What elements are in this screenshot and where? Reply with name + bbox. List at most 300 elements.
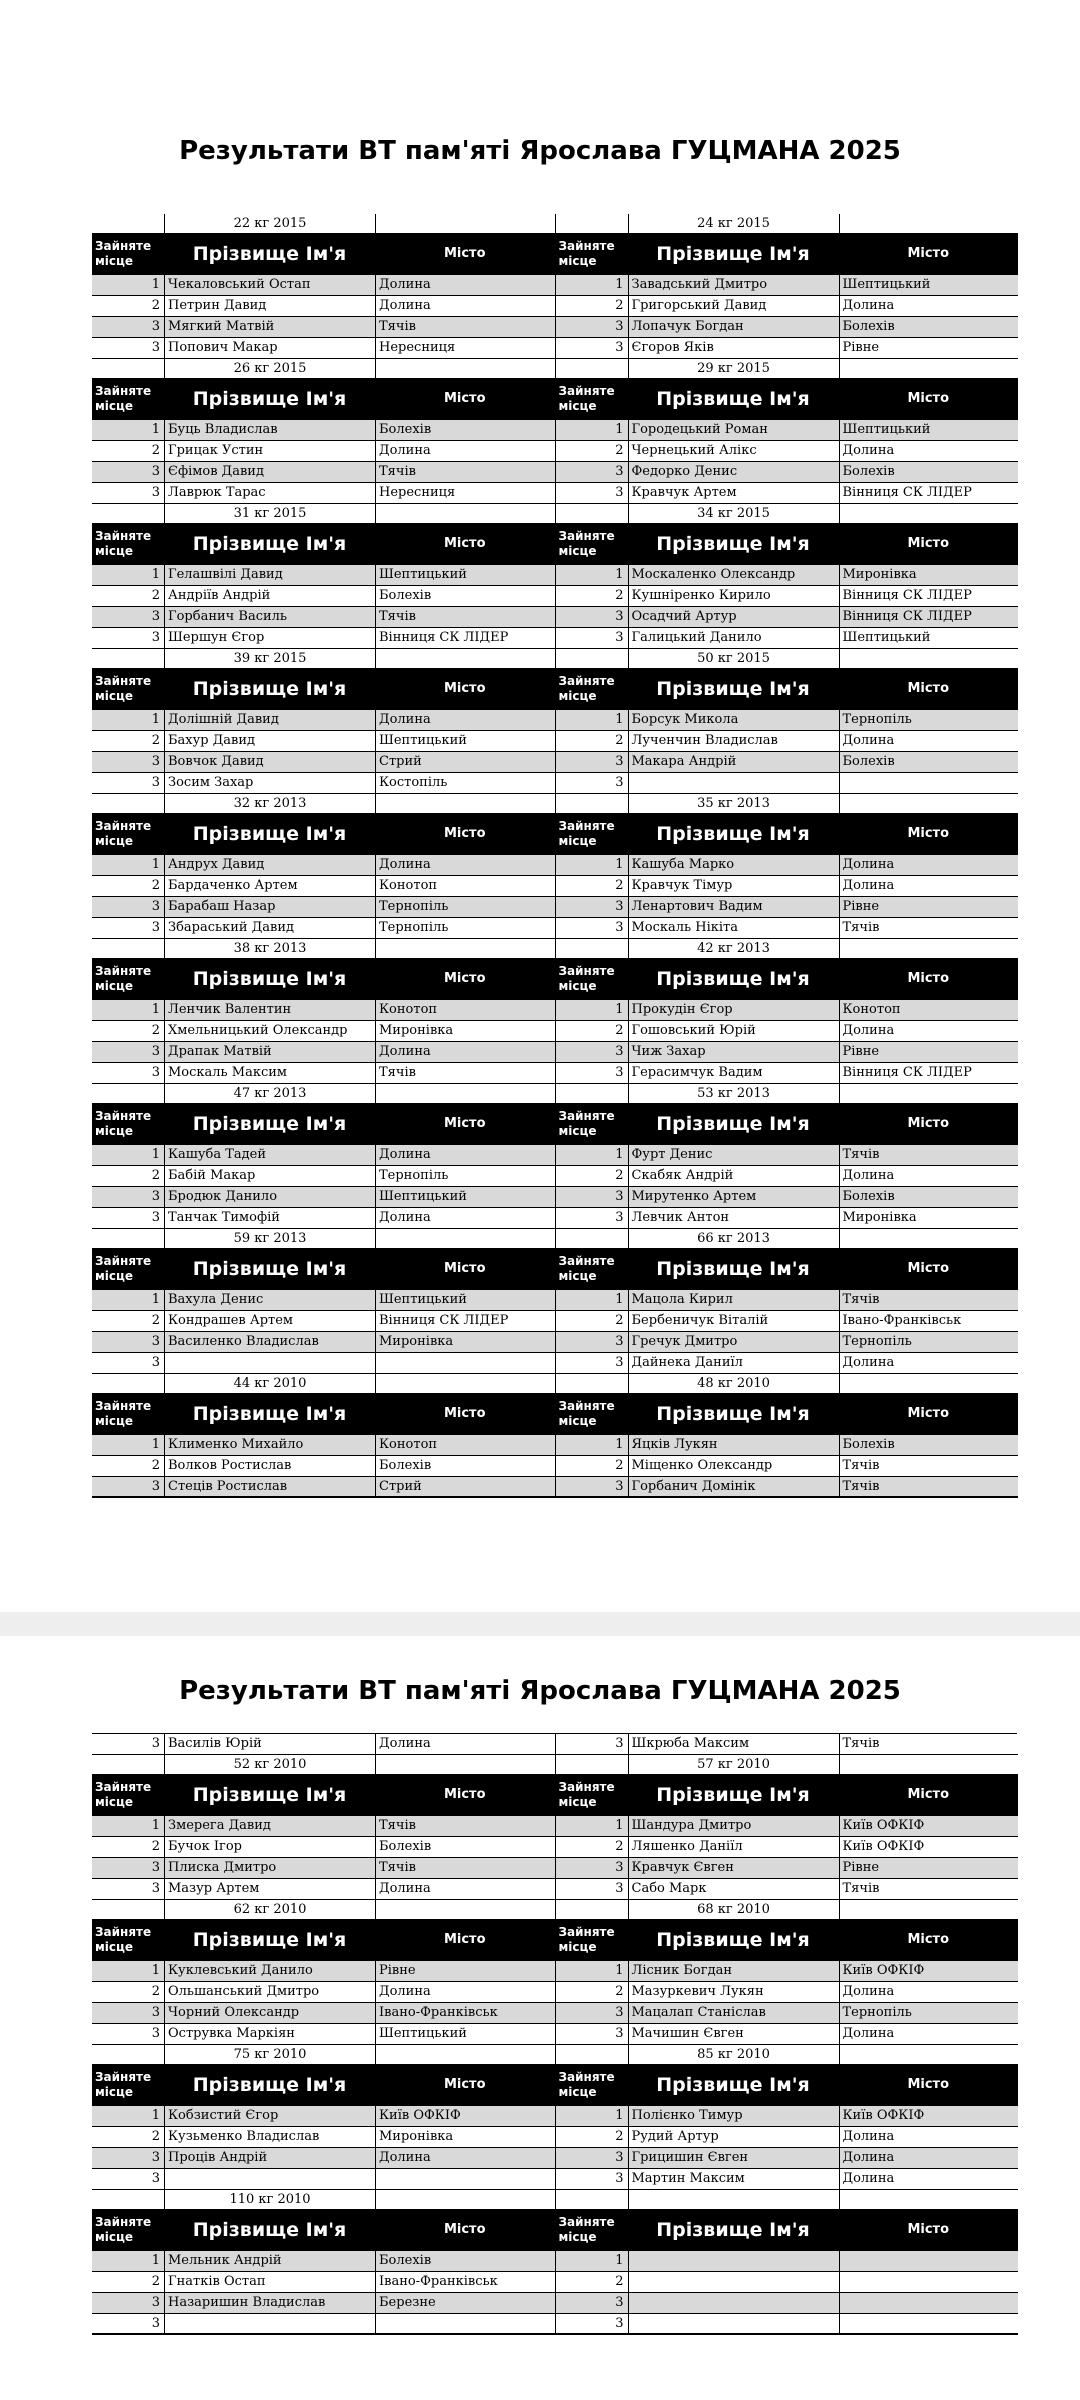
place-cell: 1 xyxy=(92,1290,164,1311)
category-row xyxy=(92,1229,1017,1248)
name-cell: Вовчок Давид xyxy=(164,752,375,773)
result-left xyxy=(92,1021,556,1042)
city-cell: Тернопіль xyxy=(839,710,1019,731)
place-cell: 2 xyxy=(92,1021,164,1042)
header-city: Місто xyxy=(443,1787,486,1802)
header-city: Місто xyxy=(443,2222,486,2237)
name-cell: Дайнека Даниїл xyxy=(628,1353,839,1374)
city-cell: Тернопіль xyxy=(375,918,555,939)
name-cell: Лісник Богдан xyxy=(628,1961,839,1982)
place-cell: 3 xyxy=(556,773,628,794)
place-cell: 3 xyxy=(92,918,164,939)
city-cell: Тернопіль xyxy=(375,897,555,918)
table-row xyxy=(92,1733,1017,1755)
name-cell: Мартин Максим xyxy=(628,2169,839,2190)
result-right xyxy=(556,628,1019,649)
place-cell: 3 xyxy=(92,2293,164,2314)
city-cell: Долина xyxy=(839,441,1019,462)
place-cell: 3 xyxy=(556,338,628,359)
city-cell: Тернопіль xyxy=(839,1332,1019,1353)
category-label: 66 кг 2013 xyxy=(628,1229,839,1248)
result-left xyxy=(92,773,556,794)
place-cell: 2 xyxy=(92,1456,164,1477)
header-place: Зайняте місце xyxy=(95,964,152,993)
result-left xyxy=(92,2127,556,2148)
name-cell: Мацола Кирил xyxy=(628,1290,839,1311)
table-row xyxy=(92,1858,1017,1879)
name-cell: Острувка Маркіян xyxy=(164,2024,375,2045)
place-cell: 3 xyxy=(92,773,164,794)
category-left xyxy=(92,2190,556,2209)
table-row xyxy=(92,1311,1017,1332)
place-cell: 1 xyxy=(92,565,164,586)
column-header-left xyxy=(92,1774,556,1816)
name-cell: Драпак Матвій xyxy=(164,1042,375,1063)
table-row xyxy=(92,1961,1017,1982)
table-row xyxy=(92,586,1017,607)
category-label: 50 кг 2015 xyxy=(628,649,839,668)
city-cell: Київ ОФКІФ xyxy=(839,1816,1019,1837)
table-row xyxy=(92,2169,1017,2190)
header-city: Місто xyxy=(907,1116,950,1131)
table-row xyxy=(92,1837,1017,1858)
result-left xyxy=(92,317,556,338)
name-cell: Завадський Дмитро xyxy=(628,275,839,296)
header-name: Прізвище Ім'я xyxy=(656,1784,810,1806)
name-cell: Грицишин Євген xyxy=(628,2148,839,2169)
place-cell: 2 xyxy=(556,2272,628,2293)
category-label: 68 кг 2010 xyxy=(628,1900,839,1919)
header-city: Місто xyxy=(907,391,950,406)
place-cell: 3 xyxy=(556,1353,628,1374)
table-row xyxy=(92,731,1017,752)
name-cell: Єгоров Яків xyxy=(628,338,839,359)
name-cell: Збараський Давид xyxy=(164,918,375,939)
category-right xyxy=(556,939,1019,958)
city-cell: Болехів xyxy=(839,1435,1019,1456)
result-left xyxy=(92,2251,556,2272)
city-cell: Конотоп xyxy=(839,1000,1019,1021)
city-cell: Долина xyxy=(375,441,555,462)
header-name: Прізвище Ім'я xyxy=(656,388,810,410)
city-cell: Рівне xyxy=(839,1042,1019,1063)
category-blank xyxy=(92,939,164,958)
header-name: Прізвище Ім'я xyxy=(656,1929,810,1951)
place-cell: 2 xyxy=(556,1166,628,1187)
header-place: Зайняте місце xyxy=(95,1109,152,1138)
category-blank xyxy=(375,1229,555,1248)
result-right xyxy=(556,2293,1019,2314)
name-cell: Горбанич Василь xyxy=(164,607,375,628)
name-cell: Гречук Дмитро xyxy=(628,1332,839,1353)
place-cell: 2 xyxy=(92,1166,164,1187)
name-cell: Горбанич Домінік xyxy=(628,1477,839,1498)
result-right xyxy=(556,2024,1019,2045)
city-cell: Тячів xyxy=(375,1858,555,1879)
place-cell: 2 xyxy=(92,586,164,607)
result-right xyxy=(556,1879,1019,1900)
column-header-row xyxy=(92,1248,1017,1290)
place-cell: 3 xyxy=(92,1332,164,1353)
column-header-right xyxy=(556,1774,1019,1816)
category-blank xyxy=(375,1755,555,1774)
city-cell: Вінниця СК ЛІДЕР xyxy=(839,1063,1019,1084)
page-2 xyxy=(0,1636,1080,2400)
city-cell: Долина xyxy=(839,1982,1019,2003)
city-cell: Миронівка xyxy=(839,1208,1019,1229)
category-blank xyxy=(839,504,1019,523)
place-cell: 3 xyxy=(92,1858,164,1879)
city-cell xyxy=(375,2169,555,2190)
city-cell: Тячів xyxy=(375,317,555,338)
name-cell: Ольшанський Дмитро xyxy=(164,1982,375,2003)
place-cell: 1 xyxy=(556,1961,628,1982)
place-cell: 1 xyxy=(556,1435,628,1456)
result-right xyxy=(556,1145,1019,1166)
header-place: Зайняте місце xyxy=(558,1254,615,1283)
table-row xyxy=(92,1477,1017,1498)
table-row xyxy=(92,1816,1017,1837)
results-table xyxy=(92,214,1017,1498)
city-cell: Миронівка xyxy=(375,1332,555,1353)
result-right xyxy=(556,441,1019,462)
category-row xyxy=(92,2190,1017,2209)
place-cell: 1 xyxy=(556,2106,628,2127)
table-row xyxy=(92,1063,1017,1084)
name-cell: Бродюк Данило xyxy=(164,1187,375,1208)
header-name: Прізвище Ім'я xyxy=(192,678,347,700)
name-cell: Бербеничук Віталій xyxy=(628,1311,839,1332)
category-blank xyxy=(556,214,628,233)
name-cell: Буць Владислав xyxy=(164,420,375,441)
city-cell: Тячів xyxy=(839,1477,1019,1498)
category-blank xyxy=(556,2190,628,2209)
category-blank xyxy=(375,1374,555,1393)
column-header-left xyxy=(92,1248,556,1290)
result-right xyxy=(556,2314,1019,2335)
city-cell: Тячів xyxy=(375,1063,555,1084)
place-cell: 2 xyxy=(92,296,164,317)
category-row xyxy=(92,2045,1017,2064)
city-cell: Київ ОФКІФ xyxy=(375,2106,555,2127)
name-cell: Бабій Макар xyxy=(164,1166,375,1187)
column-header-left xyxy=(92,2209,556,2251)
result-left xyxy=(92,1042,556,1063)
category-blank xyxy=(92,2190,164,2209)
result-left xyxy=(92,1145,556,1166)
category-label: 52 кг 2010 xyxy=(164,1755,375,1774)
category-left xyxy=(92,1084,556,1103)
place-cell: 3 xyxy=(556,462,628,483)
result-right xyxy=(556,1858,1019,1879)
result-right xyxy=(556,876,1019,897)
name-cell: Куклевський Данило xyxy=(164,1961,375,1982)
category-label: 110 кг 2010 xyxy=(164,2190,375,2209)
category-left xyxy=(92,359,556,378)
name-cell: Москаль Максим xyxy=(164,1063,375,1084)
table-row xyxy=(92,317,1017,338)
place-cell: 1 xyxy=(92,1000,164,1021)
header-place: Зайняте місце xyxy=(95,529,152,558)
result-right xyxy=(556,1477,1019,1498)
page-title: Результати ВТ пам'яті Ярослава ГУЦМАНА 2025 xyxy=(179,136,901,166)
result-right xyxy=(556,462,1019,483)
city-cell: Долина xyxy=(375,1734,555,1755)
name-cell: Мельник Андрій xyxy=(164,2251,375,2272)
category-blank xyxy=(839,1374,1019,1393)
category-label: 39 кг 2015 xyxy=(164,649,375,668)
city-cell: Тернопіль xyxy=(839,2003,1019,2024)
result-right xyxy=(556,2003,1019,2024)
name-cell xyxy=(628,2314,839,2335)
result-left xyxy=(92,1837,556,1858)
name-cell: Мазуркевич Лукян xyxy=(628,1982,839,2003)
place-cell: 3 xyxy=(92,2314,164,2335)
column-header-left xyxy=(92,1393,556,1435)
city-cell: Болехів xyxy=(375,2251,555,2272)
city-cell: Рівне xyxy=(839,338,1019,359)
header-city: Місто xyxy=(907,971,950,986)
city-cell: Долина xyxy=(375,1145,555,1166)
place-cell: 3 xyxy=(556,1879,628,1900)
result-left xyxy=(92,483,556,504)
name-cell: Ленартович Вадим xyxy=(628,897,839,918)
category-left xyxy=(92,794,556,813)
header-place: Зайняте місце xyxy=(95,384,152,413)
category-label: 35 кг 2013 xyxy=(628,794,839,813)
result-left xyxy=(92,296,556,317)
result-right xyxy=(556,855,1019,876)
table-row xyxy=(92,2003,1017,2024)
header-name: Прізвище Ім'я xyxy=(192,823,347,845)
place-cell: 2 xyxy=(556,441,628,462)
name-cell xyxy=(628,2251,839,2272)
header-place: Зайняте місце xyxy=(95,1254,152,1283)
result-right xyxy=(556,420,1019,441)
result-right xyxy=(556,1042,1019,1063)
name-cell: Яцків Лукян xyxy=(628,1435,839,1456)
city-cell: Шептицький xyxy=(375,2024,555,2045)
header-name: Прізвище Ім'я xyxy=(192,2074,347,2096)
table-row xyxy=(92,752,1017,773)
result-right xyxy=(556,752,1019,773)
name-cell xyxy=(628,773,839,794)
category-blank xyxy=(839,1084,1019,1103)
result-right xyxy=(556,918,1019,939)
category-row xyxy=(92,214,1017,233)
city-cell: Болехів xyxy=(375,586,555,607)
place-cell: 2 xyxy=(92,876,164,897)
category-row xyxy=(92,359,1017,378)
place-cell: 2 xyxy=(556,1456,628,1477)
place-cell: 3 xyxy=(556,2293,628,2314)
name-cell: Кашуба Марко xyxy=(628,855,839,876)
header-name: Прізвище Ім'я xyxy=(656,2074,810,2096)
header-place: Зайняте місце xyxy=(558,1780,615,1809)
result-right xyxy=(556,607,1019,628)
name-cell: Фурт Денис xyxy=(628,1145,839,1166)
city-cell: Тячів xyxy=(839,1145,1019,1166)
city-cell: Шептицький xyxy=(375,731,555,752)
column-header-right xyxy=(556,813,1019,855)
city-cell: Долина xyxy=(839,731,1019,752)
result-right xyxy=(556,1021,1019,1042)
name-cell: Григорський Давид xyxy=(628,296,839,317)
result-right xyxy=(556,317,1019,338)
city-cell: Івано-Франківськ xyxy=(839,1311,1019,1332)
name-cell: Змерега Давид xyxy=(164,1816,375,1837)
result-right xyxy=(556,773,1019,794)
category-right xyxy=(556,214,1019,233)
name-cell: Бучок Ігор xyxy=(164,1837,375,1858)
result-left xyxy=(92,275,556,296)
table-row xyxy=(92,338,1017,359)
category-blank xyxy=(92,649,164,668)
category-blank xyxy=(839,359,1019,378)
city-cell: Костопіль xyxy=(375,773,555,794)
name-cell: Макара Андрій xyxy=(628,752,839,773)
category-label: 48 кг 2010 xyxy=(628,1374,839,1393)
table-row xyxy=(92,1332,1017,1353)
header-city: Місто xyxy=(443,391,486,406)
result-right xyxy=(556,1332,1019,1353)
city-cell: Шептицький xyxy=(839,420,1019,441)
name-cell: Барабаш Назар xyxy=(164,897,375,918)
category-label: 26 кг 2015 xyxy=(164,359,375,378)
header-place: Зайняте місце xyxy=(558,239,615,268)
name-cell: Лопачук Богдан xyxy=(628,317,839,338)
name-cell: Мирутенко Артем xyxy=(628,1187,839,1208)
header-city: Місто xyxy=(443,2077,486,2092)
category-right xyxy=(556,1374,1019,1393)
city-cell: Конотоп xyxy=(375,1000,555,1021)
page-separator xyxy=(0,1612,1080,1636)
column-header-row xyxy=(92,2064,1017,2106)
city-cell: Вінниця СК ЛІДЕР xyxy=(839,586,1019,607)
result-left xyxy=(92,1063,556,1084)
header-place: Зайняте місце xyxy=(558,964,615,993)
result-right xyxy=(556,483,1019,504)
category-blank xyxy=(839,1229,1019,1248)
result-left xyxy=(92,2272,556,2293)
place-cell: 3 xyxy=(92,317,164,338)
table-row xyxy=(92,275,1017,296)
name-cell: Кузьменко Владислав xyxy=(164,2127,375,2148)
category-label: 42 кг 2013 xyxy=(628,939,839,958)
column-header-row xyxy=(92,668,1017,710)
column-header-right xyxy=(556,668,1019,710)
city-cell: Нересниця xyxy=(375,483,555,504)
result-right xyxy=(556,710,1019,731)
name-cell: Василенко Владислав xyxy=(164,1332,375,1353)
name-cell: Шершун Єгор xyxy=(164,628,375,649)
city-cell: Київ ОФКІФ xyxy=(839,1837,1019,1858)
table-row xyxy=(92,2272,1017,2293)
city-cell: Тячів xyxy=(839,1456,1019,1477)
place-cell: 3 xyxy=(556,1063,628,1084)
column-header-row xyxy=(92,813,1017,855)
city-cell: Болехів xyxy=(839,317,1019,338)
result-right xyxy=(556,1816,1019,1837)
category-blank xyxy=(556,504,628,523)
column-header-left xyxy=(92,523,556,565)
header-place: Зайняте місце xyxy=(95,1399,152,1428)
result-left xyxy=(92,1353,556,1374)
category-blank xyxy=(375,794,555,813)
name-cell: Скабяк Андрій xyxy=(628,1166,839,1187)
name-cell: Полієнко Тимур xyxy=(628,2106,839,2127)
table-row xyxy=(92,876,1017,897)
result-left xyxy=(92,2314,556,2335)
place-cell: 3 xyxy=(556,317,628,338)
place-cell: 1 xyxy=(556,1145,628,1166)
category-blank xyxy=(839,1755,1019,1774)
header-city: Місто xyxy=(907,826,950,841)
city-cell: Долина xyxy=(839,2024,1019,2045)
city-cell xyxy=(375,2314,555,2335)
city-cell: Тячів xyxy=(839,1290,1019,1311)
name-cell: Ленчик Валентин xyxy=(164,1000,375,1021)
city-cell: Вінниця СК ЛІДЕР xyxy=(839,483,1019,504)
category-blank xyxy=(375,2190,555,2209)
city-cell xyxy=(839,773,1019,794)
header-name: Прізвище Ім'я xyxy=(192,1113,347,1135)
category-left xyxy=(92,2045,556,2064)
header-place: Зайняте місце xyxy=(95,1925,152,1954)
result-right xyxy=(556,1187,1019,1208)
category-row xyxy=(92,939,1017,958)
city-cell: Миронівка xyxy=(839,565,1019,586)
category-blank xyxy=(839,1900,1019,1919)
result-right xyxy=(556,1063,1019,1084)
name-cell xyxy=(164,2314,375,2335)
city-cell: Тячів xyxy=(375,1816,555,1837)
header-city: Місто xyxy=(907,681,950,696)
result-left xyxy=(92,1187,556,1208)
header-name: Прізвище Ім'я xyxy=(192,243,347,265)
place-cell: 3 xyxy=(556,1042,628,1063)
place-cell: 3 xyxy=(92,1063,164,1084)
name-cell xyxy=(164,2169,375,2190)
table-row xyxy=(92,897,1017,918)
category-blank xyxy=(92,214,164,233)
place-cell: 3 xyxy=(92,2003,164,2024)
result-left xyxy=(92,855,556,876)
category-left xyxy=(92,1374,556,1393)
city-cell: Івано-Франківськ xyxy=(375,2272,555,2293)
column-header-left xyxy=(92,668,556,710)
category-label: 53 кг 2013 xyxy=(628,1084,839,1103)
category-blank xyxy=(556,1900,628,1919)
result-left xyxy=(92,876,556,897)
place-cell: 2 xyxy=(556,1021,628,1042)
city-cell: Миронівка xyxy=(375,1021,555,1042)
category-right xyxy=(556,649,1019,668)
header-place: Зайняте місце xyxy=(558,819,615,848)
category-right xyxy=(556,1900,1019,1919)
name-cell: Шкрюба Максим xyxy=(628,1734,839,1755)
table-row xyxy=(92,296,1017,317)
place-cell: 1 xyxy=(92,420,164,441)
result-right xyxy=(556,1311,1019,1332)
result-right xyxy=(556,296,1019,317)
result-left xyxy=(92,420,556,441)
place-cell: 2 xyxy=(556,876,628,897)
category-row xyxy=(92,1755,1017,1774)
city-cell: Миронівка xyxy=(375,2127,555,2148)
header-place: Зайняте місце xyxy=(95,239,152,268)
name-cell: Чернецький Алікс xyxy=(628,441,839,462)
